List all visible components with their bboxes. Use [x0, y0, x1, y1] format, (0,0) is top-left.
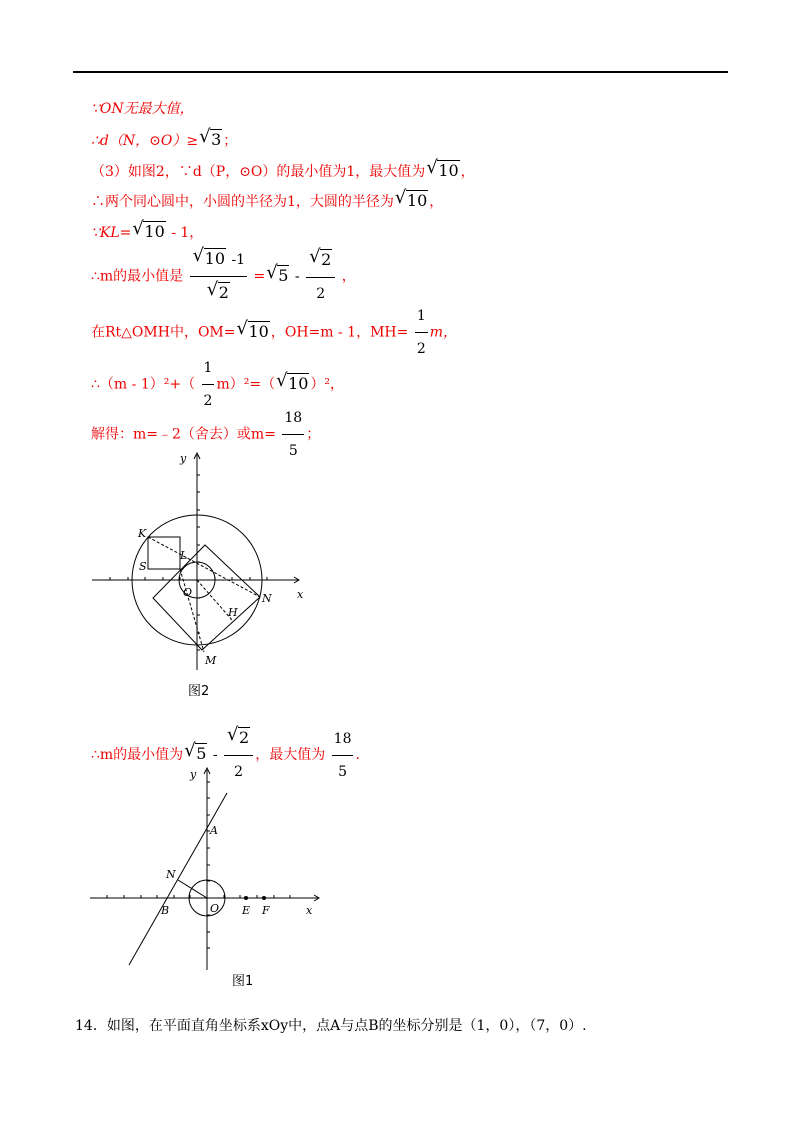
sqrt-expression: √ 10	[132, 218, 165, 241]
label-K: K	[138, 527, 147, 540]
sqrt-expression: √ 10	[426, 157, 459, 180]
text-span: 解得：m=﹣2（舍去）或m=	[91, 426, 276, 443]
solution-line-7	[91, 303, 457, 362]
text-span: m，	[429, 324, 458, 341]
text-span: ；	[306, 426, 321, 443]
question-14	[75, 1017, 587, 1035]
question-number: 14．	[75, 1018, 107, 1034]
solution-line-3	[91, 157, 475, 181]
text-span: - 1，	[166, 225, 204, 241]
text-span: （3）如图2，∵d（P，⊙O）的最小值为1，最大值为	[91, 164, 426, 180]
label-F: F	[262, 904, 270, 917]
solution-line-4	[91, 187, 444, 211]
text-span: ，	[429, 194, 444, 210]
rotated-square	[153, 545, 260, 650]
label-O: O	[210, 902, 220, 915]
label-M: M	[205, 654, 217, 667]
sqrt-expression: √ 10	[394, 187, 428, 210]
label-H: H	[228, 606, 238, 619]
point-E	[244, 896, 248, 900]
text-span: ）²，	[310, 376, 345, 393]
fraction: √ 2 2	[224, 725, 253, 785]
question-text: 如图，在平面直角坐标系xOy中，点A与点B的坐标分别是（1，0），（7，0）.	[106, 1018, 587, 1034]
solution-line-5	[91, 218, 204, 242]
solution-line-1	[91, 100, 194, 118]
fraction: $\frac{1}{2}$	[202, 355, 215, 414]
segment-ON	[178, 880, 207, 898]
text-span: ∵KL=	[91, 225, 132, 241]
solution-line-2	[91, 126, 238, 150]
solution-line-10: ∴m的最小值为 √ 5 - √ 2 2 ，最大值为 $\frac{18}{5}$ .	[91, 725, 360, 785]
sqrt-expression: √ 5	[184, 740, 207, 763]
text-span: ；	[223, 133, 238, 149]
sqrt-expression: √ 10	[236, 317, 269, 341]
text-span: ，最大值为	[255, 747, 326, 763]
header-rule	[73, 71, 728, 73]
text-span: ∵ON无最大值，	[91, 101, 194, 117]
label-O: O	[183, 586, 193, 599]
label-A: A	[210, 824, 218, 837]
small-square	[148, 537, 180, 569]
point-F	[262, 896, 266, 900]
text-span: ，	[341, 268, 356, 285]
fraction: $\frac{1}{2}$	[415, 303, 428, 362]
figure-1-caption: 图1	[232, 974, 254, 989]
text-span: ∴m的最小值为	[91, 747, 184, 763]
sqrt-expression: √ 10	[276, 369, 309, 393]
label-x: x	[297, 588, 304, 601]
solution-line-6: ∴m的最小值是 √ 10 -1 √ 2 = √ 5 - √ 2 2 ，	[91, 246, 356, 307]
fraction: $\frac{18}{5}$	[332, 726, 354, 785]
text-span: .	[355, 747, 360, 763]
fraction: √ 10 -1 √ 2	[190, 246, 247, 307]
text-span: ∴m的最小值是	[91, 268, 184, 285]
label-y: y	[190, 768, 197, 781]
text-span: 在Rt△OMH中，OM=	[91, 324, 236, 341]
label-S: S	[139, 560, 147, 573]
label-y: y	[180, 452, 187, 465]
label-x: x	[306, 904, 313, 917]
label-N: N	[262, 592, 272, 605]
label-L: L	[180, 549, 188, 562]
sqrt-expression: √ 3	[199, 126, 222, 149]
text-span: ，OH=m - 1，MH=	[270, 324, 409, 341]
fraction: √ 2 2	[306, 247, 335, 307]
text-span: ∴d（N，⊙O）≥	[91, 133, 199, 149]
sqrt-expression: √ 5	[266, 261, 289, 285]
label-N: N	[166, 868, 176, 881]
figure-2-caption: 图2	[188, 684, 210, 699]
figure-1-diagram	[85, 762, 330, 972]
text-span: ∴两个同心圆中，小圆的半径为1，大圆的半径为	[91, 194, 394, 210]
text-span: ∴（m - 1）²+（	[91, 376, 196, 393]
label-B: B	[161, 904, 170, 917]
figure-2-diagram	[85, 448, 320, 673]
label-E: E	[242, 904, 251, 917]
text-span: =	[253, 268, 266, 285]
fraction: $\frac{18}{5}$	[282, 405, 304, 464]
line-AB	[129, 793, 227, 965]
text-span: m）²=（	[216, 376, 276, 393]
text-span: ，	[460, 164, 475, 180]
